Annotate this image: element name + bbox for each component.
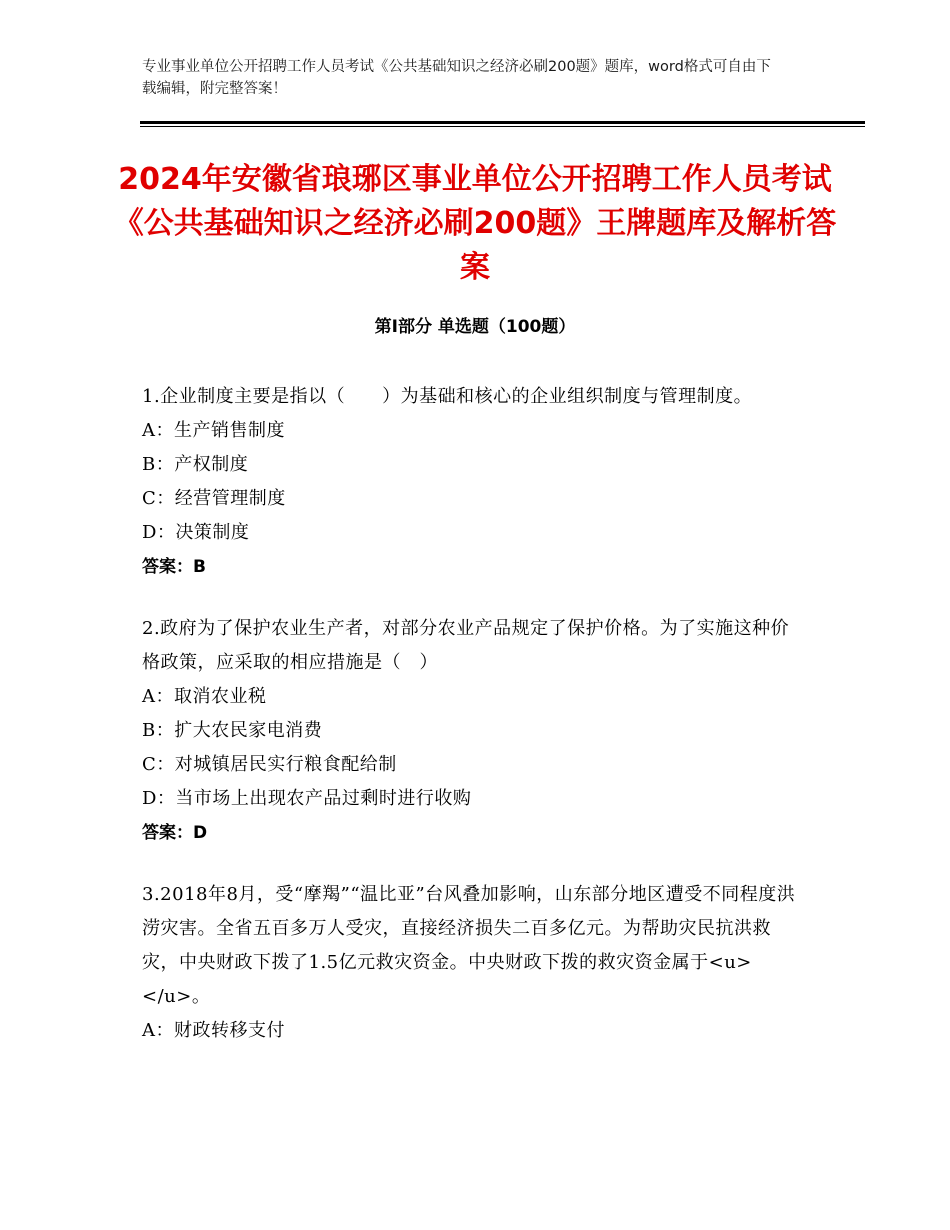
document-title: 2024年安徽省琅琊区事业单位公开招聘工作人员考试《公共基础知识之经济必刷200题》王牌题库及解析答案 [113,162,837,285]
section-title: 第Ⅰ部分 单选题（100题） [374,317,576,337]
question-1 [142,380,802,584]
header-rule-thin [140,126,865,127]
option-d: D：当市场上出现农产品过剩时进行收购 [142,788,472,809]
option-b: B：产权制度 [142,454,249,475]
question-2 [142,612,802,850]
option-d: D：决策制度 [142,522,250,543]
question-text: 3.2018年8月，受“摩羯”“温比亚”台风叠加影响，山东部分地区遭受不同程度洪涝灾害。全省五百多万人受灾，直接经济损失二百多亿元。为帮助灾民抗洪救灾，中央财政下拨了1.5亿元救灾资金。中央财政下拨的救灾资金属于<u> </u>。 [142,884,808,1007]
answer: 答案：B [142,557,206,577]
question-list [142,380,808,1076]
option-c: C：对城镇居民实行粮食配给制 [142,754,397,775]
option-a: A：生产销售制度 [142,420,285,441]
question-3 [142,878,808,1048]
option-c: C：经营管理制度 [142,488,286,509]
header-note: 专业事业单位公开招聘工作人员考试《公共基础知识之经济必刷200题》题库，word格式可自由下载编辑，附完整答案！ [142,59,771,97]
option-a: A：财政转移支付 [142,1020,285,1041]
option-a: A：取消农业税 [142,686,267,707]
answer: 答案：D [142,823,208,843]
question-text: 2.政府为了保护农业生产者，对部分农业产品规定了保护价格。为了实施这种价格政策，应采取的相应措施是（ ） [142,618,790,673]
option-b: B：扩大农民家电消费 [142,720,323,741]
question-text: 1.企业制度主要是指以（ ）为基础和核心的企业组织制度与管理制度。 [142,386,753,407]
header-rule-thick [140,121,865,124]
